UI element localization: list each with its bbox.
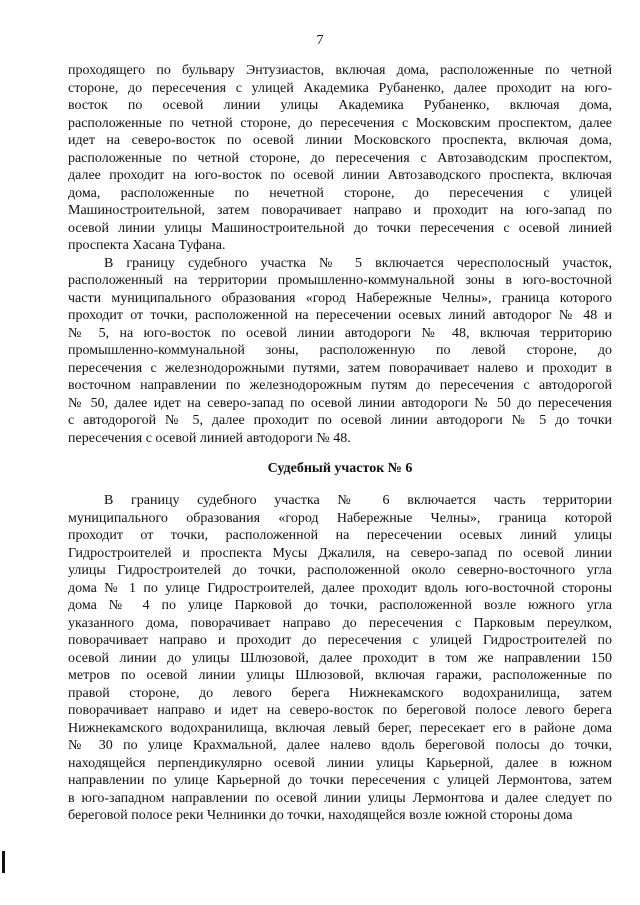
text-line: дома № 4 по улице Парковой до точки, расположенной возле южного угла [68, 598, 612, 613]
text-line: дома, расположенные по нечетной стороне, до пересечения с улицей [68, 185, 612, 201]
text-line: Нижнекамского водохранилища, включая левый берег, пересекает его в районе дома [68, 720, 612, 736]
text-line: проспекта Хасана Туфана. [68, 238, 226, 253]
text-line: с автодорогой № 5, далее проходит по осевой линии автодороги № 5 до точки [68, 413, 612, 428]
text-line: расположенный на территории промышленно-коммунальной зоны в юго-восточной [68, 273, 612, 288]
paragraph-district-6 [68, 492, 612, 825]
text-line: восточном направлении по железнодорожным путям до пересечения с автодорогой [68, 378, 612, 393]
page-number: 7 [316, 33, 324, 48]
text-line: расположенные по четной стороне, до пересечения с Московским проспектом, далее [68, 115, 612, 131]
text-line: расположенные по четной стороне, до пересечения с Автозаводским проспектом, [68, 150, 612, 166]
text-line: промышленно-коммунальной зоны, расположенную по левой стороне, до [68, 343, 612, 358]
text-line: в юго-западном направлении по осевой линии улицы Лермонтова и далее следует по [68, 790, 612, 806]
text-line: Машиностроительной, затем поворачивает направо и проходит на юго-запад по [68, 203, 612, 218]
text-line: В границу судебного участка № 6 включается часть территории [104, 493, 612, 508]
text-line: проходит от точки, расположенной на пересечении осевых линий улицы [68, 528, 612, 543]
text-line: пересечения с осевой линией автодороги № 48. [68, 430, 351, 446]
text-line: части муниципального образования «город Набережные Челны», граница которого [68, 290, 612, 306]
text-line: проходящего по бульвару Энтузиастов, включая дома, расположенные по четной [68, 63, 612, 78]
text-line: далее проходит на юго-восток по осевой линии Автозаводского проспекта, включая [68, 168, 612, 183]
text-line: В границу судебного участка № 5 включается чересполосный участок, [104, 255, 612, 271]
text-line: № 50, далее идет на северо-запад по осевой линии автодороги № 50 до пересечения [68, 395, 612, 411]
text-line: находящейся перпендикулярно осевой линии улицы Карьерной, далее в южном [68, 755, 612, 771]
text-line: улицы Гидростроителей до точки, расположенной около северно-восточного угла [68, 563, 612, 578]
text-line: муниципального образования «город Набережные Челны», граница которой [68, 510, 612, 526]
document-body [68, 62, 612, 825]
text-line: поворачивает направо и идет на северо-восток по береговой полосе левого берега [68, 703, 612, 718]
text-line: метров по осевой линии улицы Шлюзовой, включая гаражи, расположенные по [68, 668, 612, 683]
text-line: направлении по улице Карьерной до точки пересечения с улицей Лермонтова, затем [68, 773, 612, 788]
paragraph-continuation [68, 62, 612, 255]
text-line: Гидростроителей и проспекта Мусы Джалиля, на северо-запад по осевой линии [68, 545, 612, 561]
text-line: пересечения с железнодорожными путями, затем поворачивает налево и проходит в [68, 360, 612, 376]
text-line: правой стороне, до левого берега Нижнекамского водохранилища, затем [68, 685, 612, 701]
text-line: поворачивает направо и проходит до пересечения с улицей Гидростроителей по [68, 633, 612, 648]
text-line: проходит от точки, расположенной на пересечении осевых линий автодорог № 48 и [68, 308, 612, 323]
text-line: восток по осевой линии улицы Академика Рубаненко, включая дома, [68, 98, 612, 113]
text-line: указанного дома, поворачивает направо до пересечения с Парковым переулком, [68, 615, 612, 631]
text-line: стороне, до пересечения с улицей Академика Рубаненко, далее проходит на юго- [68, 80, 612, 96]
text-line: № 30 по улице Крахмальной, далее налево вдоль береговой полосы до точки, [68, 738, 612, 753]
text-line: осевой линии улицы Машиностроительной до точки пересечения с осевой линией [68, 220, 612, 236]
section-heading: Судебный участок № 6 [267, 461, 413, 476]
text-line: дома № 1 по улице Гидростроителей, далее проходит вдоль юго-восточной стороны [68, 580, 612, 596]
text-line: № 5, на юго-восток по осевой линии автодороги № 48, включая территорию [68, 325, 612, 341]
text-line: идет на северо-восток по осевой линии Московского проспекта, включая дома, [68, 133, 612, 148]
margin-mark [2, 851, 5, 873]
text-line: береговой полосе реки Челнинки до точки, находящейся возле южной стороны дома [68, 808, 573, 823]
paragraph-district-5 [68, 255, 612, 448]
text-line: осевой линии до улицы Шлюзовой, далее проходит в том же направлении 150 [68, 650, 612, 666]
